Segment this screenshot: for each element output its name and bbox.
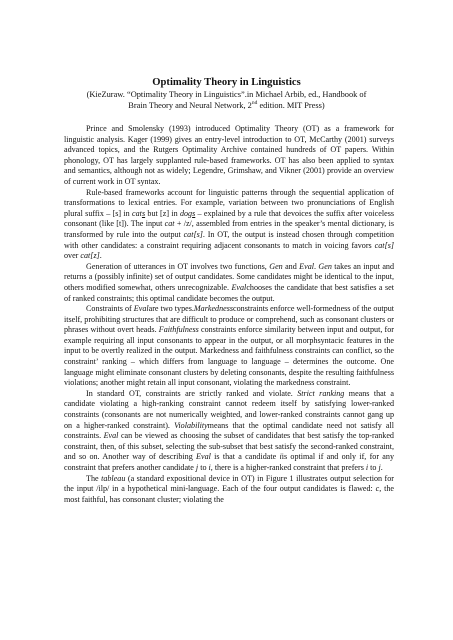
p5-text-e: means that the optimal candidate need not satisfy all constraints. — [64, 420, 395, 441]
p5-text-s: . — [380, 463, 383, 472]
p3-text-c: and — [282, 261, 300, 271]
p4-text-e: constraints enforce well-formedness of the output itself, prohibiting structures that are difficult to produce or comprehend, such as consonant clusters or phrases without overt heads. — [64, 304, 395, 335]
p2-cats-favored: cat[s] — [374, 240, 394, 250]
p2-dogs-suffix: s — [192, 208, 196, 218]
p2-cats — [132, 209, 145, 218]
paragraph-3 — [64, 262, 394, 304]
p5-eval: Eval — [103, 431, 119, 441]
p2-text-e: – explained by a rule that devoices the suffix after voiceless consonant (like [t]). The input — [64, 208, 394, 229]
paragraph-2 — [64, 188, 394, 262]
p5-var-i: i — [279, 452, 282, 462]
p2-catz: cat[z] — [80, 251, 100, 261]
p2-text-m: . — [99, 251, 102, 261]
p4-text-a: Constraints of — [86, 304, 134, 314]
p4-faithfulness: Faithfulness — [158, 325, 199, 335]
citation-line-2 — [40, 100, 413, 111]
p5-text-a: In standard OT, constraints are strictly ranked and violate. — [86, 388, 298, 398]
p5-violability: Violability — [174, 420, 208, 430]
p5-var-i-3: i — [365, 463, 369, 472]
p2-cats-stem: cat — [132, 208, 142, 218]
p3-eval-2: Eval — [231, 282, 247, 292]
citation-text-3: edition. MIT Press) — [257, 101, 325, 110]
citation-line-1 — [40, 89, 413, 100]
p5-text-q: to — [368, 463, 379, 472]
p6-text-e: , the most faithful, has consonant cluster; violating the — [64, 484, 395, 504]
paragraph-4 — [64, 304, 394, 389]
p3-text-a: Generation of utterances in OT involves two functions, — [86, 261, 270, 271]
p2-text-i: . In OT, the output is instead chosen through competition with other candidates: a constraint requiring adjacent consonants to match in voicing favors — [64, 229, 395, 250]
p2-cats-suffix: s — [141, 208, 146, 218]
p2-text-c: but [z] in — [145, 208, 180, 218]
p6-candidate-c: c — [375, 484, 380, 494]
citation-text-1: (KieZuraw. “Optimality Theory in Linguistics”.in Michael Arbib, ed., Handbook of — [86, 90, 367, 99]
p4-text-c: are two types. — [148, 304, 194, 314]
p2-text-a: Rule-based frameworks account for linguistic patterns through the sequential application of transformations to lexical entries. For example, variation between two pronunciations of English plural suffix – [s] in — [64, 187, 394, 218]
p5-text-m: to — [198, 463, 209, 472]
p4-text-g: constraints enforce similarity between input and output, for example requiring all input consonants to appear in the output, or all morphsyntacic features in the input to be overtly realized in the output. Markedness and faithfulness constraints can conflict, so the constraint’ ranking – which differs from language to language – determines the outcome. One language might eliminate consonant clusters by deleting consonants, despite the resulting faithfulness violations; another might retain all input consonant, violating the markedness constraint. — [64, 325, 394, 388]
p4-eval: Eval — [133, 304, 149, 314]
p5-var-j-2: j — [378, 463, 381, 472]
edition-superscript: nd — [251, 100, 258, 107]
p5-text-i: is that a candidate — [210, 452, 280, 462]
p3-eval: Eval — [299, 261, 314, 271]
p5-eval-2: Eval — [196, 452, 211, 462]
p2-text-k: over — [64, 251, 81, 261]
p2-dogs-stem: dog — [179, 208, 193, 218]
title-block — [40, 76, 413, 111]
paragraph-6 — [64, 474, 394, 506]
p6-tableau: tableau — [101, 473, 126, 483]
body-text — [64, 124, 394, 505]
p2-dogs — [180, 209, 195, 218]
p6-text-c: (a standard expositional device in OT) in Figure 1 illustrates output selection for the input /ilp/ in a hypothetical mini-language. Each of the four output candidates is flawed: — [64, 473, 394, 494]
p5-text-c: means that a candidate violating a high-ranking constraint cannot redeem itself by satisfying lower-ranked constraints (consonants are not numerically weighted, and lower-ranked constraints cannot gang up on a higher-ranked constraint). — [64, 388, 394, 430]
p3-text-e: . — [314, 261, 319, 271]
p4-markedness: Markedness — [193, 304, 234, 314]
p5-var-i-2: i — [208, 463, 211, 472]
p3-text-i: chooses the candidate that best satisfies a set of ranked constraints; this optimal candidate becomes the output. — [64, 282, 394, 303]
p6-text-a: The — [86, 473, 102, 483]
paragraph-5 — [64, 389, 394, 474]
p2-cat: cat — [164, 219, 175, 229]
p5-text-g: can be viewed as choosing the subset of candidates that best satisfy the top-ranked constraint, then, of this subset, selecting the sub-subset that best satisfy the second-ranked constraint, and so on. Another way of describing — [64, 431, 394, 462]
p3-gen: Gen — [269, 261, 283, 271]
paragraph-1: Prince and Smolensky (1993) introduced Optimality Theory (OT) as a framework for linguistic analysis. Kager (1999) gives an entry-level introduction to OT, McCarthy (2001) surveys advanced topics, and the Rutgers Optimality Archive contained hundreds of OT papers. Within phonology, OT has largely supplanted rule-based frameworks. OT has also been applied to syntax and semantics, although not as widely; Legendre, Grimshaw, and Vikner (2001) provide an overview of current work in OT syntax. — [64, 124, 394, 186]
document-title: Optimality Theory in Linguistics — [152, 77, 301, 88]
citation-text-2: Brain Theory and Neural Network, 2 — [128, 101, 252, 110]
p5-strict-ranking: Strict ranking — [297, 388, 345, 398]
p5-var-j: j — [195, 463, 199, 472]
p3-text-g: takes an input and returns a (possibly infinite) set of output candidates. Some candidates might be identical to the input, others modified somewhat, others unrecognizable. — [64, 261, 395, 292]
p5-text-k: is optimal if and only if, for any constraint that prefers another candidate — [64, 452, 394, 472]
p5-text-o: , there is a higher-ranked constraint that prefers — [210, 463, 366, 472]
p2-cats-output: cat[s] — [183, 229, 203, 239]
p2-text-g: + /z/, assembled from entries in the speaker’s mental dictionary, is transformed by rule into the output — [64, 219, 394, 239]
p3-gen-2: Gen — [318, 261, 332, 271]
